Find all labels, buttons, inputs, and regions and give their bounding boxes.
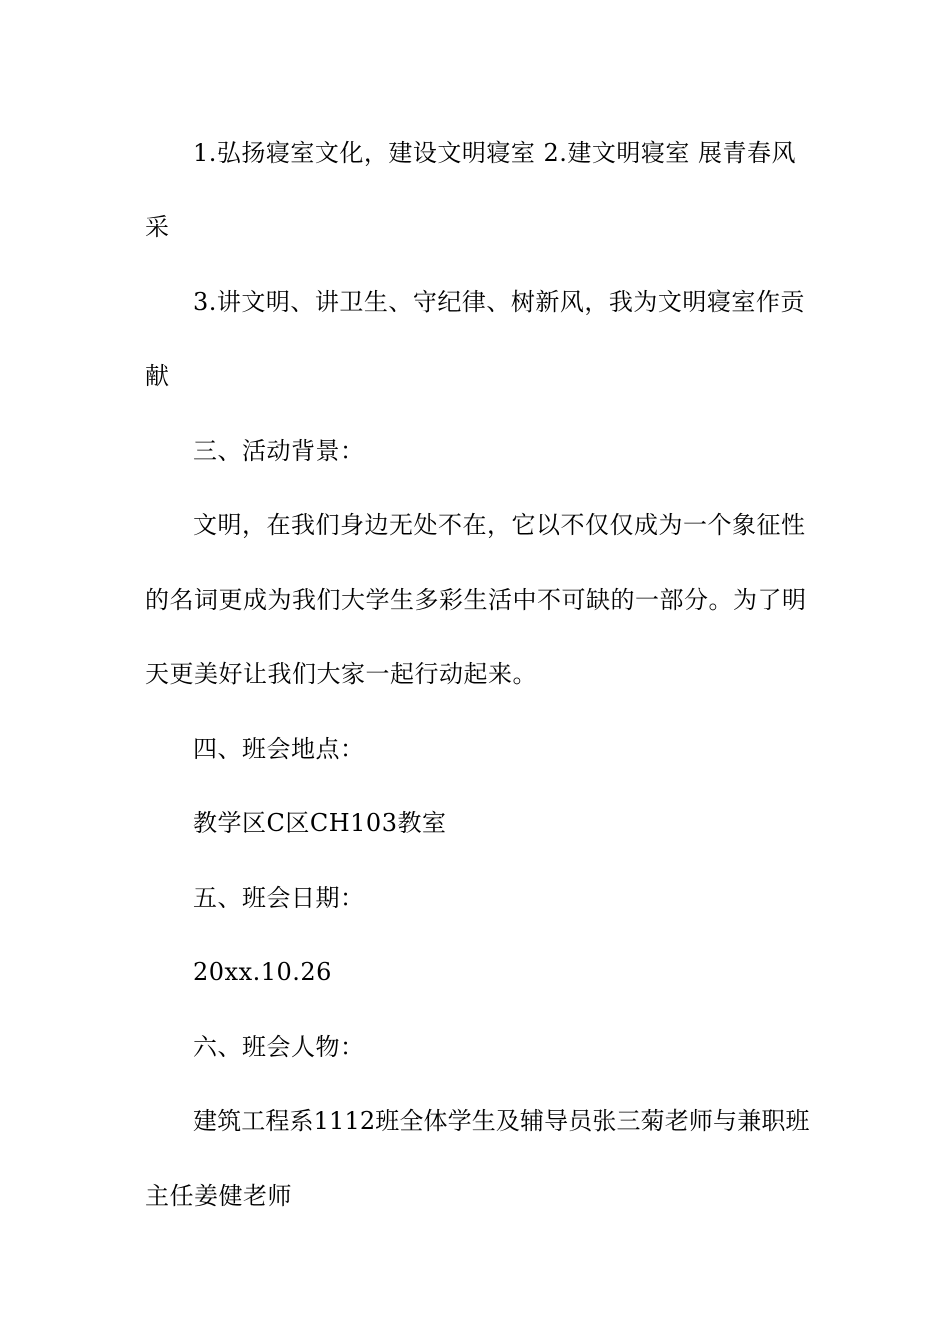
section-heading-location: 四、班会地点： [193,735,365,763]
background-paragraph-line-1: 文明，在我们身边无处不在，它以不仅仅成为一个象征性 [193,511,806,539]
location-text: 教学区C区CH103教室 [193,809,447,837]
slogan-line-1: 1.弘扬寝室文化，建设文明寝室 2.建文明寝室 展青春风 [193,139,797,167]
slogan-line-3-continued: 献 [145,362,170,390]
background-paragraph-line-3: 天更美好让我们大家一起行动起来。 [145,660,537,688]
slogan-line-3: 3.讲文明、讲卫生、守纪律、树新风，我为文明寝室作贡 [193,288,805,316]
background-paragraph-line-2: 的名词更成为我们大学生多彩生活中不可缺的一部分。为了明 [145,586,807,614]
slogan-line-1-continued: 采 [145,213,170,241]
date-text: 20xx.10.26 [193,958,332,986]
participants-line-2: 主任姜健老师 [145,1182,292,1210]
section-heading-date: 五、班会日期： [193,884,365,912]
section-heading-participants: 六、班会人物： [193,1033,365,1061]
section-heading-background: 三、活动背景： [193,437,365,465]
participants-line-1: 建筑工程系1112班全体学生及辅导员张三菊老师与兼职班 [193,1107,810,1135]
